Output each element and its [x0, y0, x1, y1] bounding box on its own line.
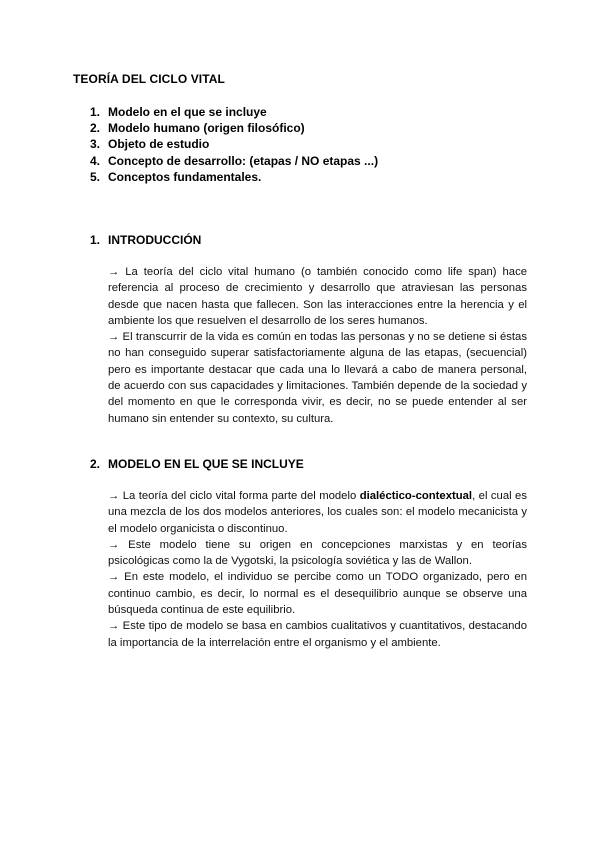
table-of-contents	[90, 104, 378, 185]
section-title: MODELO EN EL QUE SE INCLUYE	[108, 457, 304, 471]
paragraph: → La teoría del ciclo vital humano (o también conocido como life span) hace referencia al proceso de crecimiento y desarrollo que atraviesan las personas desde que nacen hasta que fallecen. Son las interacciones entre la herencia y el ambiente los que resuelven el desarrollo de los seres humanos.	[108, 266, 527, 327]
toc-item	[90, 169, 378, 185]
document-title: TEORÍA DEL CICLO VITAL	[73, 72, 225, 86]
paragraph: → El transcurrir de la vida es común en todas las personas y no se detiene si éstas no han conseguido superar satisfactoriamente alguna de las etapas, (secuencial) pero es importante destacar que cada una lo llevará a cabo de manera personal, de acuerdo con sus capacidades y limitaciones. También depende de la sociedad y del momento en que le corresponda vivir, es decir, no se puede entender al ser humano sin entender su contexto, su cultura.	[108, 331, 527, 425]
toc-item-label: Concepto de desarrollo: (etapas / NO etapas ...)	[108, 153, 379, 168]
paragraph-text: , el cual es una mezcla de los dos modelos anteriores, los cuales son: el modelo mecanicista y el modelo organicista o discontinuo.	[108, 490, 527, 535]
section-introduccion-body	[108, 264, 527, 427]
paragraph: → En este modelo, el individuo se percibe como un TODO organizado, pero en continuo cambio, es decir, lo normal es el desequilibrio aunque se observe una búsqueda continua de este equilibrio.	[108, 571, 527, 617]
section-number: 2.	[90, 457, 101, 471]
paragraph: → Este modelo tiene su origen en concepciones marxistas y en teorías psicológicas como la de Vygotski, la psicología soviética y las de Wallon.	[108, 538, 527, 568]
toc-item-label: Modelo humano (origen filosófico)	[108, 121, 305, 136]
toc-item-number: 2.	[90, 121, 101, 136]
toc-item	[90, 136, 378, 152]
toc-item	[90, 104, 378, 120]
paragraph-text: → La teoría del ciclo vital forma parte del modelo	[108, 490, 360, 502]
section-modelo-body	[108, 488, 527, 651]
toc-item-number: 1.	[90, 105, 101, 119]
toc-item	[90, 153, 378, 169]
paragraph	[108, 488, 527, 537]
section-heading-modelo	[90, 457, 304, 471]
section-heading-introduccion	[90, 233, 201, 247]
toc-item-label: Modelo en el que se incluye	[108, 105, 267, 119]
paragraph: → Este tipo de modelo se basa en cambios cualitativos y cuantitativos, destacando la importancia de la interrelación entre el organismo y el ambiente.	[108, 620, 527, 649]
toc-item	[90, 120, 378, 136]
toc-item-label: Conceptos fundamentales.	[108, 169, 262, 184]
toc-item-number: 3.	[90, 137, 101, 152]
highlighted-term: dialéctico-contextual	[359, 490, 473, 502]
section-number: 1.	[90, 233, 101, 247]
toc-item-label: Objeto de estudio	[108, 137, 210, 152]
section-title: INTRODUCCIÓN	[108, 233, 202, 247]
toc-item-number: 5.	[90, 169, 101, 184]
toc-item-number: 4.	[90, 153, 101, 168]
